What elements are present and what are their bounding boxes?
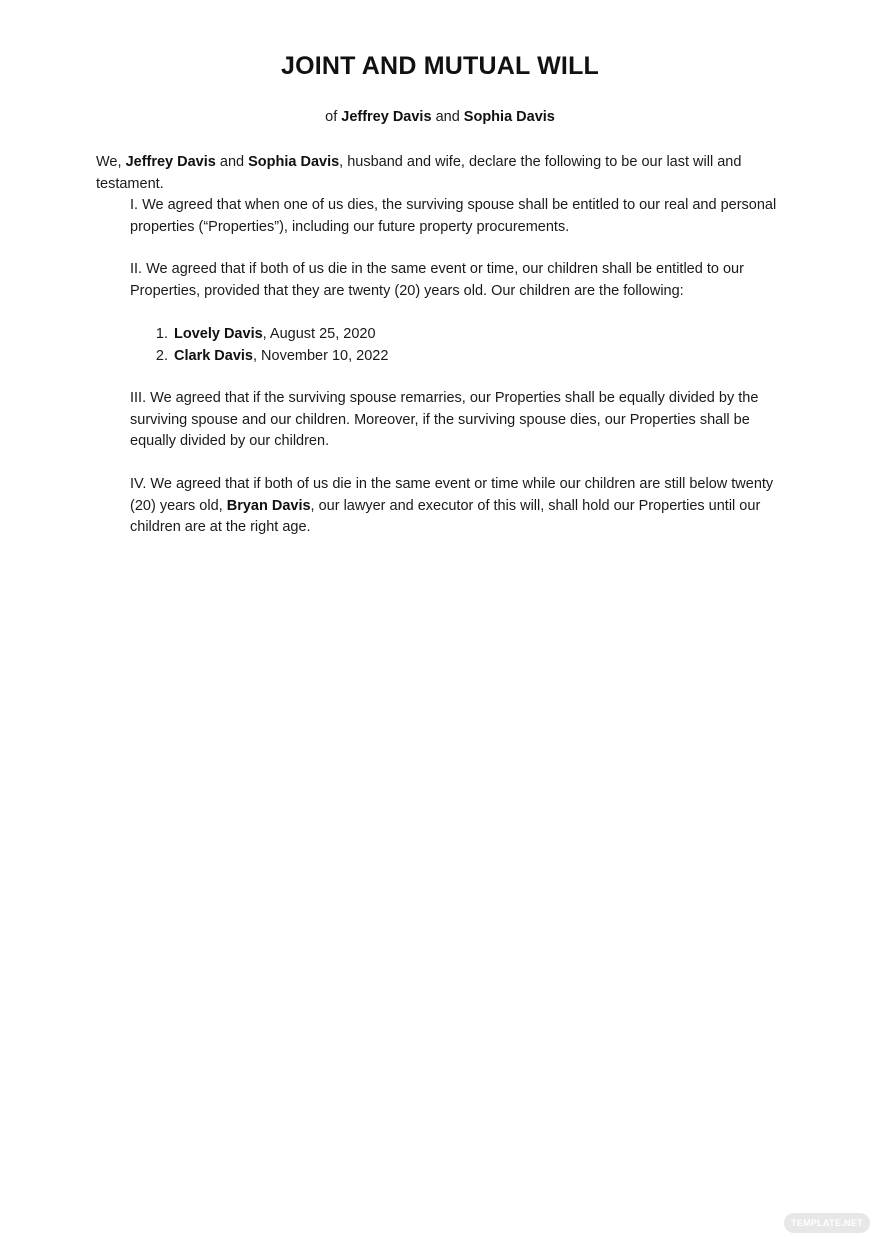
- template-watermark: TEMPLATE.NET: [784, 1213, 870, 1233]
- testators-subtitle: [0, 109, 880, 125]
- clause-1: I. We agreed that when one of us dies, the surviving spouse shall be entitled to our real and personal properties (“Properties”), including our future property procurements.: [130, 197, 777, 235]
- page-title: JOINT AND MUTUAL WILL: [280, 52, 600, 80]
- testator-1-name: Jeffrey Davis: [341, 109, 432, 125]
- intro-we: We,: [96, 154, 122, 170]
- testator-2-name: Sophia Davis: [463, 109, 555, 125]
- intro-testator-2: Sophia Davis: [248, 154, 340, 170]
- clause-3: III. We agreed that if the surviving spouse remarries, our Properties shall be equally divided by the surviving spouse and our children. Moreover, if the surviving spouse dies, our Properties shall be equally divided by our children.: [130, 390, 759, 449]
- clause-4-after: , our lawyer and executor of this will, shall hold our Properties until our children are at the right age.: [130, 497, 761, 535]
- clause-4: [130, 474, 785, 539]
- list-item: [130, 346, 730, 368]
- intro-rest: , husband and wife, declare the following to be our last will and testament.: [96, 154, 742, 192]
- list-number: 1.: [155, 326, 168, 342]
- clause-4-before: IV. We agreed that if both of us die in the same event or time while our children are still below twenty (20) years old,: [130, 476, 774, 514]
- list-number: 2.: [155, 347, 168, 364]
- list-item: [130, 324, 730, 346]
- intro-and: and: [219, 154, 245, 170]
- child-birthdate: , November 10, 2022: [253, 347, 389, 364]
- children-list: [130, 324, 730, 367]
- child-name: Clark Davis: [174, 347, 253, 364]
- clause-2: II. We agreed that if both of us die in the same event or time, our children shall be entitled to our Properties, provided that they are twenty (20) years old. Our children are the following:: [130, 261, 744, 299]
- subtitle-and: and: [435, 109, 460, 125]
- subtitle-of: of: [325, 109, 338, 125]
- intro-testator-1: Jeffrey Davis: [125, 154, 216, 170]
- child-name: Lovely Davis: [174, 326, 263, 342]
- intro-paragraph: [96, 152, 796, 195]
- child-birthdate: , August 25, 2020: [262, 326, 376, 342]
- executor-name: Bryan Davis: [226, 497, 311, 514]
